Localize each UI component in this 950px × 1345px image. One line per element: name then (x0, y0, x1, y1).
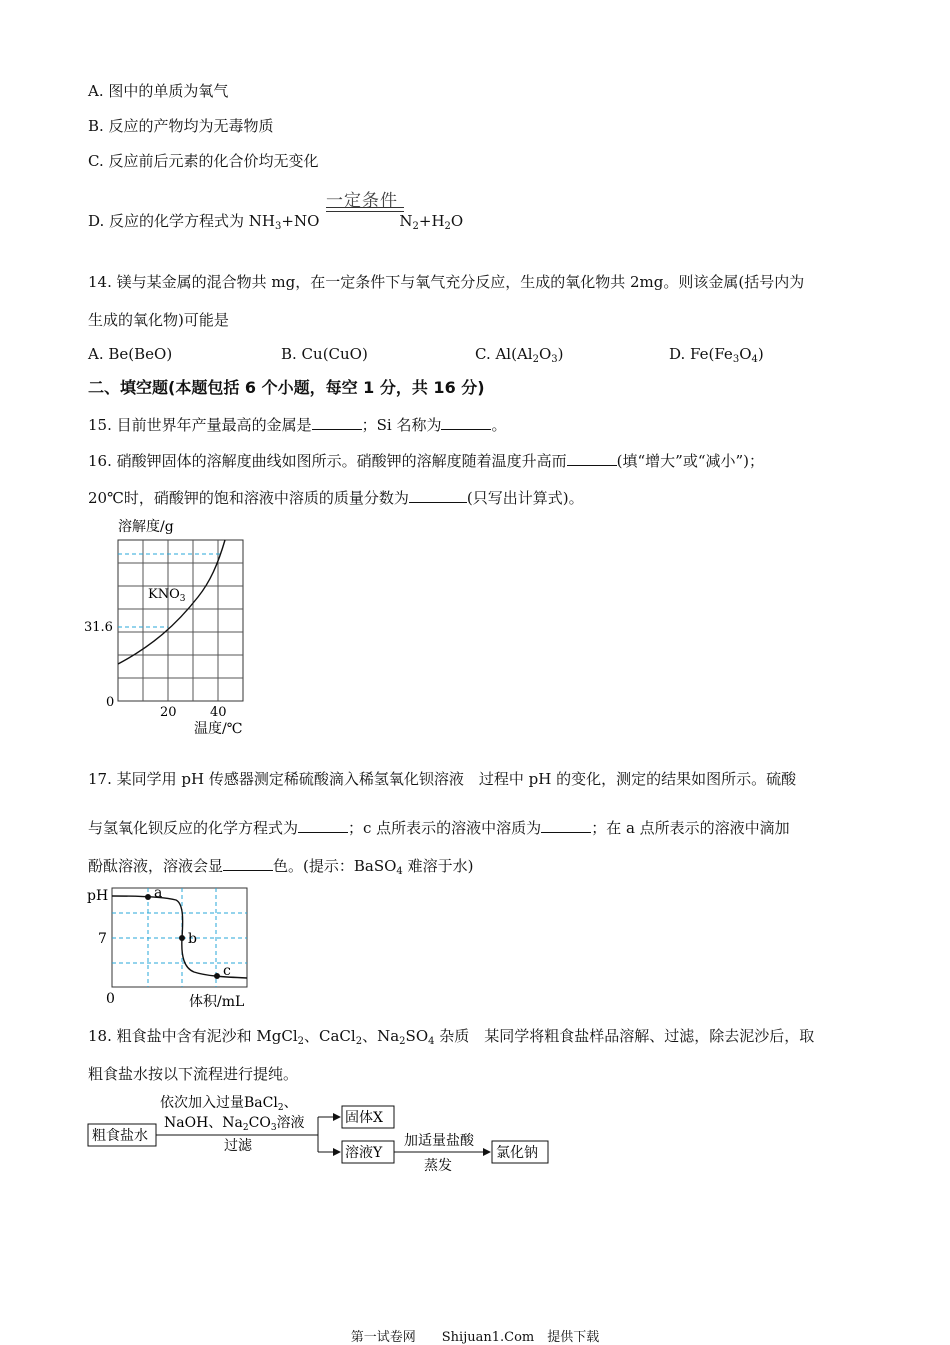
ph-chart-xlabel: 体积/mL (189, 994, 245, 1010)
q14-option-b: B. Cu(CuO) (281, 345, 368, 363)
q15-blank-1[interactable] (312, 415, 362, 430)
q17-blank-1[interactable] (298, 818, 348, 833)
q14-stem-line1: 14. 镁与某金属的混合物共 mg，在一定条件下与氧气充分反应，生成的氧化物共 2mg。则该金属(括号内为 (88, 273, 805, 291)
ph-tick-origin: 0 (106, 991, 115, 1007)
ph-point-a (145, 894, 151, 900)
page-footer: 第一试卷网 Shijuan1.Com 提供下载 (350, 1330, 600, 1345)
ph-label-c: c (223, 963, 231, 979)
ph-label-a: a (154, 885, 163, 901)
q13-option-b: B. 反应的产物均为无毒物质 (88, 117, 274, 135)
flow-solid-label: 固体X (345, 1110, 383, 1126)
q16-stem-line1: 16. 硝酸钾固体的溶解度曲线如图所示。硝酸钾的溶解度随着温度升高而 (填“增大”或“减小”)； (88, 452, 765, 470)
kno3-label: $KNO_3$ (148, 587, 186, 604)
ph-label-b: b (188, 931, 197, 947)
tick-x-20: 20 (160, 705, 177, 720)
q18-stem-line1: 18. 粗食盐中含有泥沙和 MgCl$_2$、CaCl$_2$、$Na_2SO_4$ 杂质 某同学将粗食盐样品溶解、过滤，除去泥沙后，取 (88, 1027, 815, 1047)
flow-product-label: 氯化钠 (496, 1145, 538, 1161)
q17-stem-line2: 与氢氧化钡反应的化学方程式为 ；c 点所表示的溶液中溶质为 ；在 a 点所表示的溶液中滴加 (88, 819, 790, 837)
q14-stem-line2: 生成的氧化物)可能是 (88, 311, 229, 329)
flow-step1-line3: 过滤 (224, 1138, 252, 1154)
flow-step1-line2: NaOH、$Na_2CO_3$溶液 (164, 1115, 305, 1133)
tick-y-31-6: 31.6 (84, 620, 113, 635)
solubility-chart (80, 512, 280, 742)
q14-option-d: D. $Fe(Fe_3O_4)$ (669, 345, 764, 365)
q17-blank-2[interactable] (541, 818, 591, 833)
tick-x-40: 40 (210, 705, 227, 720)
purification-flowchart (84, 1090, 564, 1180)
section-heading: 二、填空题(本题包括 6 个小题，每空 1 分，共 16 分) (88, 378, 485, 397)
q15-stem: 15. 目前世界年产量最高的金属是 ；Si 名称为 。 (88, 416, 507, 434)
solubility-grid (118, 540, 243, 701)
q16-blank-1[interactable] (567, 451, 617, 466)
ph-chart-ylabel: pH (87, 888, 109, 904)
q13-option-d: D. 反应的化学方程式为 $NH_3+NO$ $N_2+H_2O$ (88, 212, 464, 232)
flow-step1-line1: 依次加入过量BaCl$_2$、 (160, 1095, 298, 1113)
flow-step2-line2: 蒸发 (424, 1158, 452, 1174)
q17-blank-3[interactable] (223, 856, 273, 871)
q13-option-a: A. 图中的单质为氧气 (88, 82, 229, 100)
q16-blank-2[interactable] (409, 488, 467, 503)
ph-tick-7: 7 (98, 931, 107, 947)
ph-chart (84, 882, 264, 1012)
q15-blank-2[interactable] (441, 415, 491, 430)
solubility-chart-xlabel: 温度/℃ (194, 721, 243, 737)
q13-option-c: C. 反应前后元素的化合价均无变化 (88, 152, 319, 170)
flow-step2-line1: 加适量盐酸 (404, 1133, 474, 1149)
kno3-solubility-curve (118, 540, 225, 664)
solubility-chart-ylabel: 溶解度/g (118, 519, 174, 535)
q17-stem-line3: 酚酞溶液，溶液会显 色。(提示：BaSO$_4$ 难溶于水) (88, 857, 474, 877)
q17-stem-line1: 17. 某同学用 pH 传感器测定稀硫酸滴入稀氢氧化钡溶液 过程中 pH 的变化，测定的结果如图所示。硫酸 (88, 770, 797, 788)
flow-start-label: 粗食盐水 (92, 1128, 148, 1144)
ph-point-c (214, 973, 220, 979)
q14-option-a: A. Be(BeO) (88, 345, 173, 363)
tick-origin: 0 (106, 695, 115, 710)
ph-point-b (179, 935, 185, 941)
q18-stem-line2: 粗食盐水按以下流程进行提纯。 (88, 1065, 299, 1083)
q16-stem-line2: 20℃时，硝酸钾的饱和溶液中溶质的质量分数为 (只写出计算式)。 (88, 489, 584, 507)
q14-option-c: C. $Al(Al_2O_3)$ (475, 345, 564, 365)
q13-reaction-condition: 一定条件 (326, 191, 398, 211)
flow-solution-label: 溶液Y (345, 1145, 383, 1161)
